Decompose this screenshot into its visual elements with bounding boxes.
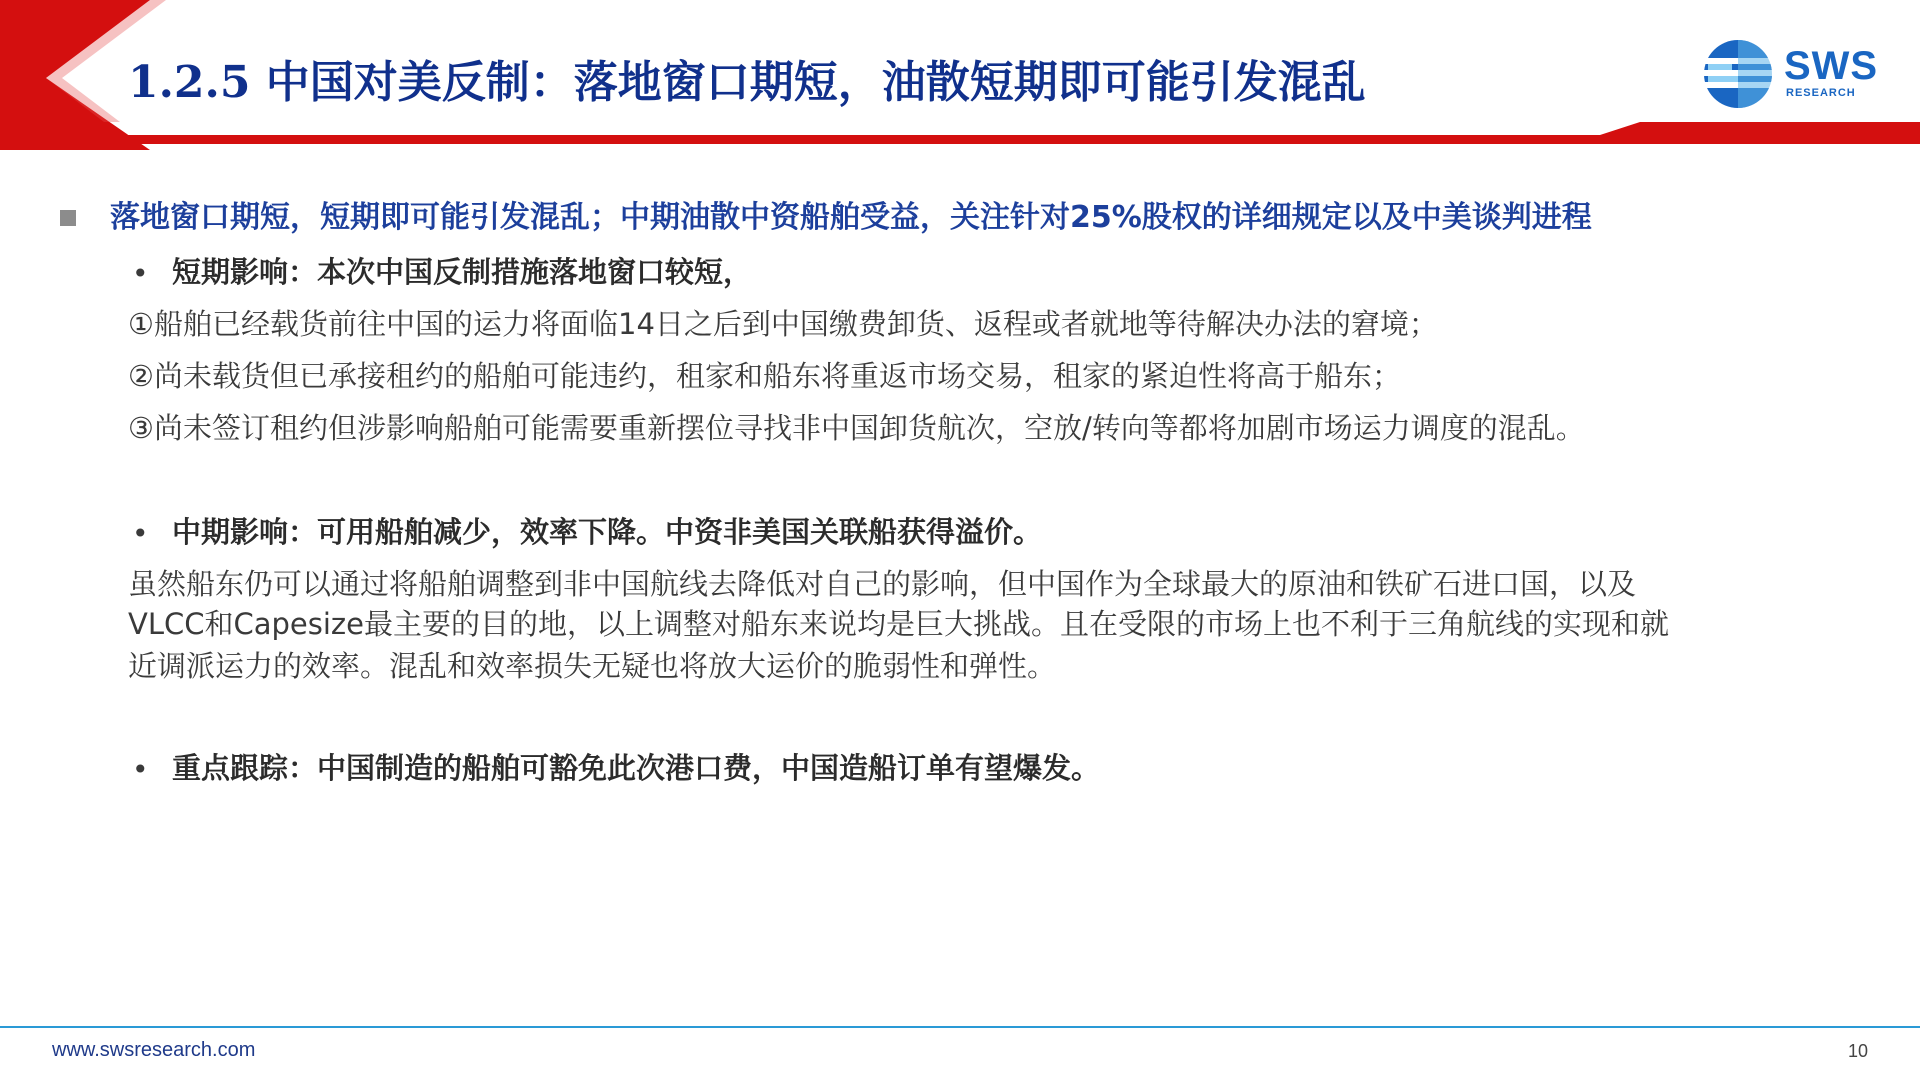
mid-term-paragraph-line-2: VLCC和Capesize最主要的目的地，以上调整对船东来说均是巨大挑战。且在受限的市场上也不利于三角航线的实现和就 [128,607,1669,641]
focus-heading: 重点跟踪：中国制造的船舶可豁免此次港口费，中国造船订单有望爆发。 [172,751,1101,785]
slide-header [0,0,1920,150]
logo-subtitle: RESEARCH [1786,87,1856,99]
short-term-item-2: ②尚未载货但已承接租约的船舶可能违约，租家和船东将重返市场交易，租家的紧迫性将高于船东； [128,359,1401,393]
header-red-rule-tab [1600,122,1920,135]
short-term-heading: 短期影响：本次中国反制措施落地窗口较短， [172,255,753,289]
short-term-item-3: ③尚未签订租约但涉影响船舶可能需要重新摆位寻找非中国卸货航次，空放/转向等都将加剧市场运力调度的混乱。 [128,411,1585,445]
bullet-dot-icon: • [132,517,149,550]
page-number: 10 [1848,1041,1869,1061]
mid-term-paragraph-line-1: 虽然船东仍可以通过将船舶调整到非中国航线去降低对自己的影响，但中国作为全球最大的原油和铁矿石进口国，以及 [128,567,1637,601]
square-bullet-icon [60,210,76,226]
sws-globe-logo-icon [1700,36,1780,112]
footer-website-link[interactable]: www.swsresearch.com [52,1039,256,1061]
key-headline: 落地窗口期短，短期即可能引发混乱；中期油散中资船舶受益，关注针对25%股权的详细规定以及中美谈判进程 [110,200,1592,235]
mid-term-heading: 中期影响：可用船舶减少，效率下降。中资非美国关联船获得溢价。 [172,515,1043,549]
header-red-rule [120,135,1920,144]
bullet-dot-icon: • [132,257,149,290]
page-title: 1.2.5 中国对美反制：落地窗口期短，油散短期即可能引发混乱 [128,57,1366,108]
mid-term-paragraph-line-3: 近调派运力的效率。混乱和效率损失无疑也将放大运价的脆弱性和弹性。 [128,649,1057,683]
short-term-item-1: ①船舶已经载货前往中国的运力将面临14日之后到中国缴费卸货、返程或者就地等待解决办法的窘境； [128,307,1438,341]
footer-divider [0,1026,1920,1028]
sws-logo [1700,36,1880,112]
logo-wordmark: SWS [1784,44,1879,88]
bullet-dot-icon: • [132,753,149,786]
